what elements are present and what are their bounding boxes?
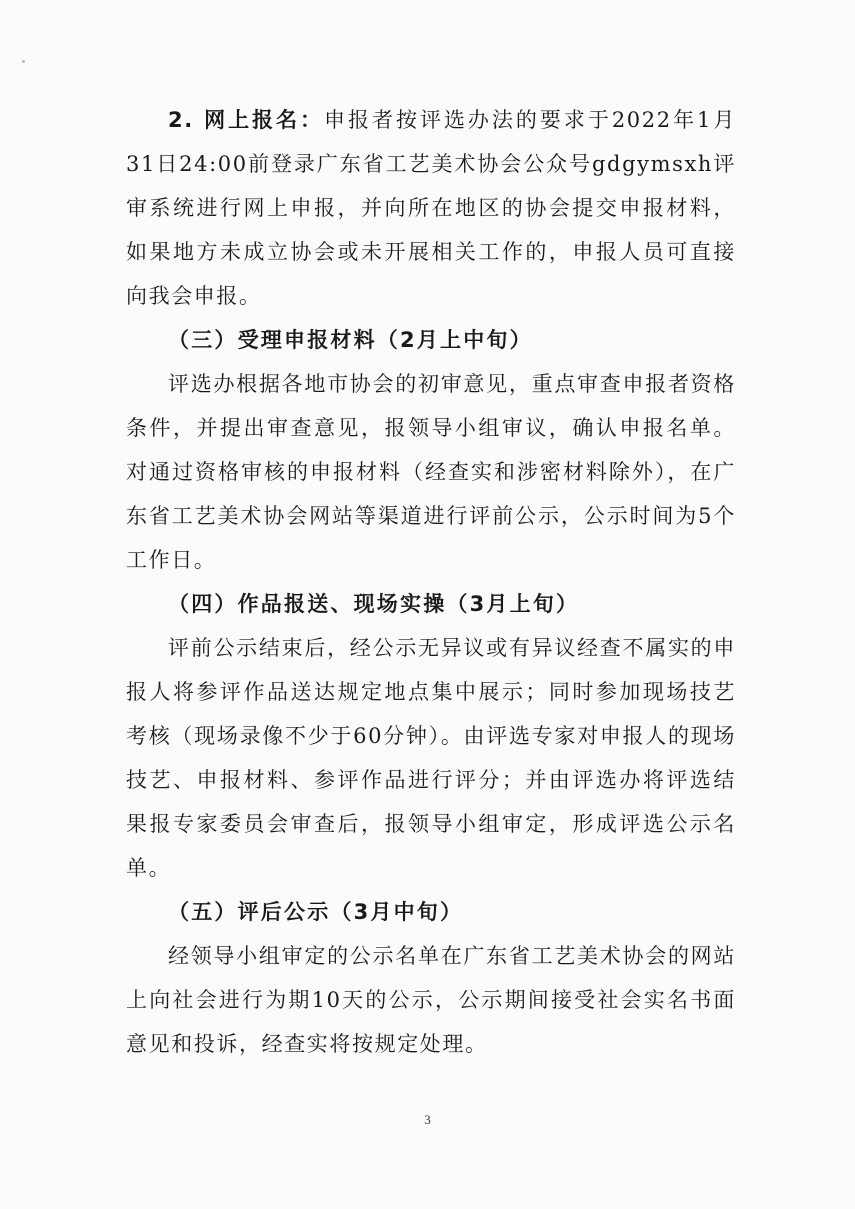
paragraph-lead: 2. 网上报名： — [168, 108, 325, 132]
document-body — [126, 98, 736, 1066]
paragraph-text: 申报者按评选办法的要求于2022年1月31日24:00前登录广东省工艺美术协会公众号gdgymsxh评审系统进行网上申报，并向所在地区的协会提交申报材料，如果地方未成立协会或未开展相关工作的，申报人员可直接向我会申报。 — [126, 108, 736, 308]
page-number: 3 — [424, 1112, 431, 1127]
paragraph-submission: 评前公示结束后，经公示无异议或有异议经查不属实的申报人将参评作品送达规定地点集中展示；同时参加现场技艺考核（现场录像不少于60分钟）。由评选专家对申报人的现场技艺、申报材料、参评作品进行评分；并由评选办将评选结果报专家委员会审查后，报领导小组审定，形成评选公示名单。 — [126, 636, 736, 880]
scan-speck — [22, 60, 25, 63]
section-heading-3: （三）受理申报材料（2月上中旬） — [168, 328, 533, 352]
paragraph-review: 评选办根据各地市协会的初审意见，重点审查申报者资格条件，并提出审查意见，报领导小组审议，确认申报名单。对通过资格审核的申报材料（经查实和涉密材料除外），在广东省工艺美术协会网站等渠道进行评前公示，公示时间为5个工作日。 — [126, 372, 736, 572]
section-heading-4: （四）作品报送、现场实操（3月上旬） — [168, 592, 580, 616]
paragraph-online-registration — [126, 98, 736, 318]
section-heading-5: （五）评后公示（3月中旬） — [168, 900, 464, 924]
paragraph-publicity: 经领导小组审定的公示名单在广东省工艺美术协会的网站上向社会进行为期10天的公示，公示期间接受社会实名书面意见和投诉，经查实将按规定处理。 — [126, 944, 736, 1056]
